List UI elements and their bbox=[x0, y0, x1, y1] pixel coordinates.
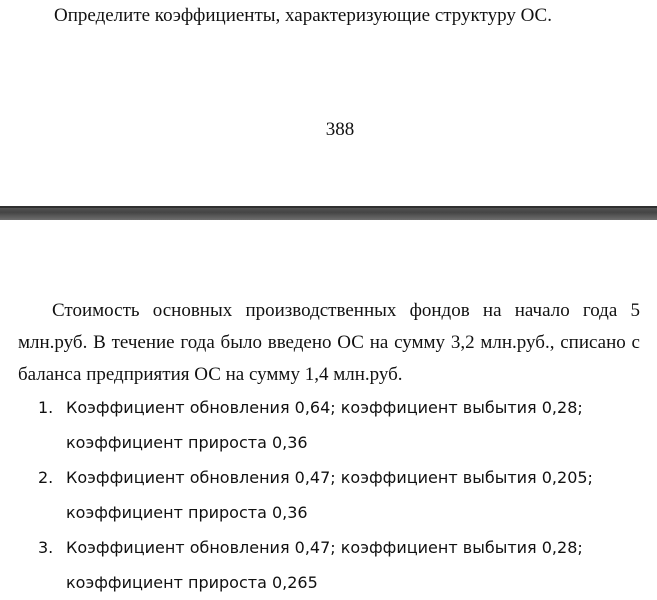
answer-options bbox=[38, 390, 648, 600]
option-text-line-2: коэффициент прироста 0,36 bbox=[66, 503, 308, 522]
answer-option-2[interactable] bbox=[38, 460, 648, 530]
option-text-line-1: Коэффициент обновления 0,47; коэффициент выбытия 0,28; bbox=[66, 538, 583, 557]
answer-option-3[interactable] bbox=[38, 530, 648, 600]
option-text-line-2: коэффициент прироста 0,265 bbox=[66, 573, 318, 592]
current-page bbox=[0, 220, 657, 592]
option-number: 3. bbox=[38, 538, 54, 557]
page-number: 388 bbox=[325, 119, 355, 140]
option-number: 2. bbox=[38, 468, 54, 487]
option-number: 1. bbox=[38, 398, 54, 417]
option-text-line-2: коэффициент прироста 0,36 bbox=[66, 433, 308, 452]
option-text-line-1: Коэффициент обновления 0,47; коэффициент выбытия 0,205; bbox=[66, 468, 593, 487]
page-separator bbox=[0, 206, 657, 220]
answer-option-1[interactable] bbox=[38, 390, 648, 460]
question-intro: Определите коэффициенты, характеризующие структуру ОС. bbox=[54, 5, 552, 26]
option-text-line-1: Коэффициент обновления 0,64; коэффициент выбытия 0,28; bbox=[66, 398, 583, 417]
problem-statement: Стоимость основных производственных фондов на начало года 5 млн.руб. В течение года было введено ОС на сумму 3,2 млн.руб., списано с баланса предприятия ОС на сумму 1,4 млн.руб. bbox=[18, 300, 640, 385]
previous-page bbox=[0, 0, 657, 206]
